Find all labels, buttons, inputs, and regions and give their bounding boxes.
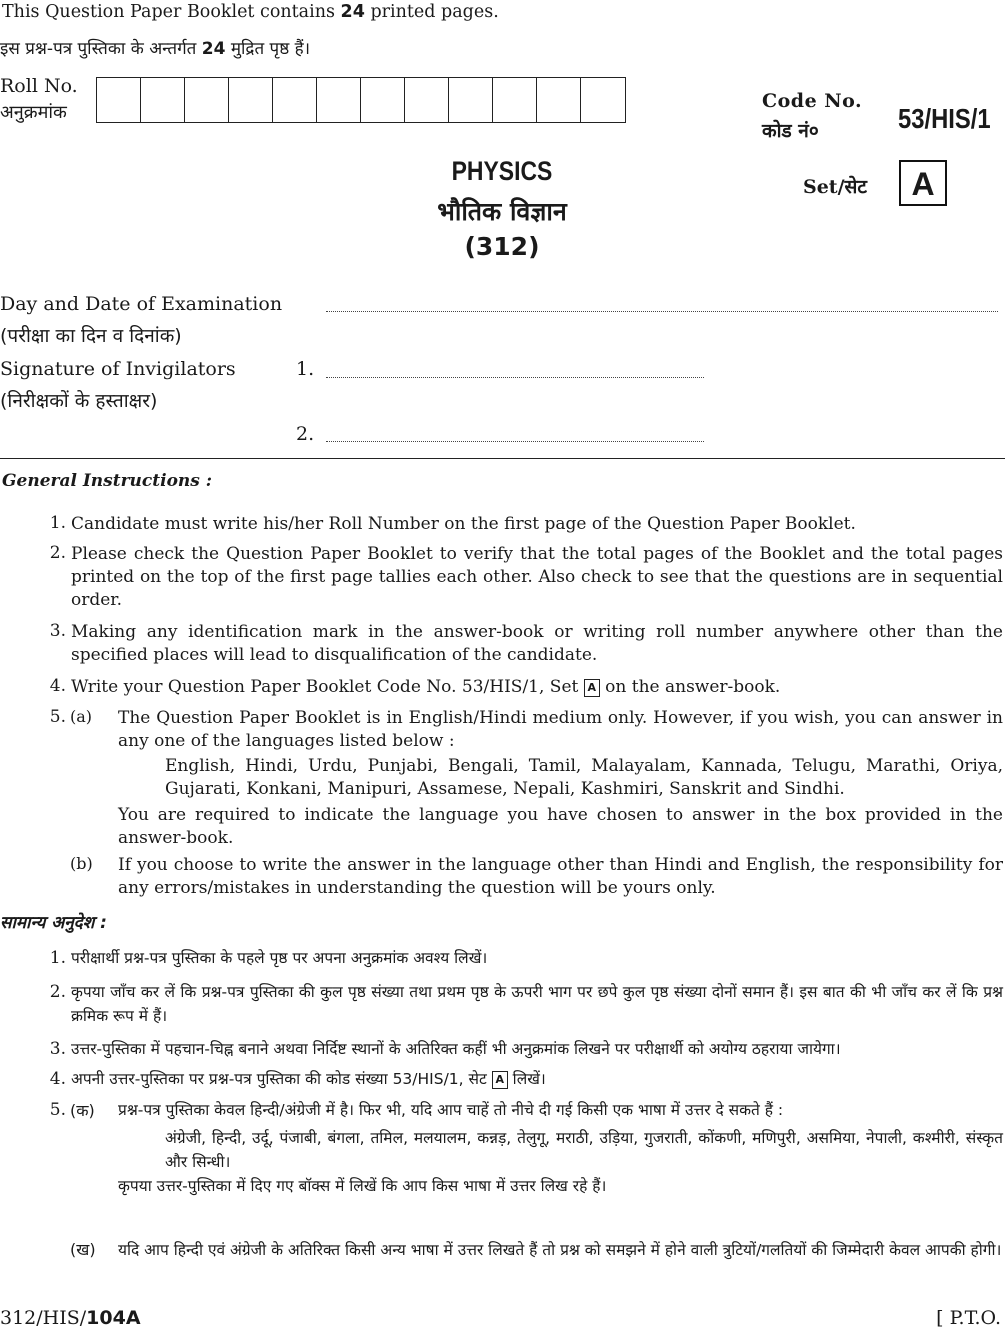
exam-date-field[interactable]	[326, 311, 998, 312]
instruction-text-end: on the answer-book.	[599, 677, 781, 697]
instruction-number: 3.	[49, 1039, 66, 1059]
page-count-number: 24	[340, 2, 365, 22]
roll-number-cell[interactable]	[317, 78, 361, 122]
code-label-english: Code No.	[762, 90, 863, 112]
sub-text-ka2: कृपया उत्तर-पुस्तिका में दिए गए बॉक्स में लिखें कि आप किस भाषा में उत्तर लिख रहे हैं।	[118, 1177, 607, 1195]
instruction-number: 1.	[49, 513, 66, 533]
roll-number-cell[interactable]	[185, 78, 229, 122]
set-box: A	[899, 160, 947, 206]
instruction-number: 4.	[49, 1069, 66, 1089]
invigilator-label-hindi: (निरीक्षकों के हस्ताक्षर)	[0, 390, 158, 412]
roll-number-boxes[interactable]	[96, 77, 626, 123]
instruction-text	[71, 1068, 1003, 1091]
roll-label-english: Roll No.	[0, 75, 78, 97]
sub-text-a: The Question Paper Booklet is in English/Hindi medium only. However, if you wish, you can answer in any one of the languages listed below :	[118, 708, 1003, 751]
instruction-text-end: लिखें।	[507, 1070, 546, 1088]
sub-label-ka: (क)	[70, 1101, 95, 1120]
footer-code-bold: 104A	[86, 1307, 141, 1329]
sub-label-b: (b)	[70, 854, 93, 873]
page-count-text-end: printed pages.	[364, 2, 499, 22]
sub-text-a2: You are required to indicate the language you have chosen to answer in the box provided in the answer-book.	[118, 805, 1003, 848]
invigilator-2-number: 2.	[296, 423, 315, 445]
page-count-hindi	[0, 36, 310, 59]
invigilator-2-field[interactable]	[326, 441, 704, 442]
page-count-english	[2, 2, 499, 22]
subject-code: (312)	[464, 232, 540, 261]
roll-number-cell[interactable]	[141, 78, 185, 122]
subject-english: PHYSICS	[451, 156, 553, 186]
instruction-text: Candidate must write his/her Roll Number on the first page of the Question Paper Booklet.	[71, 514, 856, 534]
language-list-hindi: अंग्रेजी, हिन्दी, उर्दू, पंजाबी, बंगला, तमिल, मलयालम, कन्नड़, तेलुगू, मराठी, उड़िया, गुजराती, कोंकणी, मणिपुरी, असमिया, नेपाली, कश्मीरी, संस्कृत और सिन्धी।	[165, 1129, 1003, 1171]
page-count-hindi-text: इस प्रश्न-पत्र पुस्तिका के अन्तर्गत	[0, 39, 202, 59]
sub-label-a: (a)	[70, 707, 93, 726]
instruction-number: 5.	[49, 707, 66, 727]
roll-number-cell[interactable]	[97, 78, 141, 122]
page-count-text: This Question Paper Booklet contains	[2, 2, 341, 22]
sub-text-ka: प्रश्न-पत्र पुस्तिका केवल हिन्दी/अंग्रेजी में है। फिर भी, यदि आप चाहें तो नीचे दी गई किसी एक भाषा में उत्तर दे सकते हैं :	[118, 1101, 784, 1119]
general-instructions-title: General Instructions :	[2, 471, 213, 491]
roll-number-cell[interactable]	[405, 78, 449, 122]
roll-number-cell[interactable]	[537, 78, 581, 122]
roll-number-cell[interactable]	[273, 78, 317, 122]
instruction-text: उत्तर-पुस्तिका में पहचान-चिह्न बनाने अथवा निर्दिष्ट स्थानों के अतिरिक्त कहीं भी अनुक्रमांक लिखने पर परीक्षार्थी को अयोग्य ठहराया जायेगा।	[71, 1040, 841, 1058]
invigilator-1-field[interactable]	[326, 377, 704, 378]
instruction-number: 2.	[49, 543, 66, 563]
subject-hindi: भौतिक विज्ञान	[437, 197, 567, 226]
header-divider	[0, 458, 1005, 459]
instruction-text: Please check the Question Paper Booklet to verify that the total pages of the Booklet and the total pages printed on the top of the first page tallies each other. Also check to see that the questions are in sequential order.	[71, 544, 1003, 610]
instruction-number: 5.	[49, 1100, 66, 1120]
sub-text-b: If you choose to write the answer in the language other than Hindi and English, the responsibility for any errors/mistakes in understanding the question will be yours only.	[118, 855, 1003, 898]
instruction-text: Making any identification mark in the answer-book or writing roll number anywhere other than the specified places will lead to disqualification of the candidate.	[71, 622, 1003, 665]
set-mini-box: A	[492, 1071, 508, 1089]
page-count-hindi-end: मुद्रित पृष्ठ हैं।	[225, 39, 311, 59]
instruction-text: परीक्षार्थी प्रश्न-पत्र पुस्तिका के पहले पृष्ठ पर अपना अनुक्रमांक अवश्य लिखें।	[71, 949, 488, 967]
instruction-number: 2.	[49, 982, 66, 1002]
footer-code	[0, 1307, 141, 1329]
invigilator-label-english: Signature of Invigilators	[0, 358, 236, 380]
instruction-text-start: Write your Question Paper Booklet Code No. 53/HIS/1, Set	[71, 677, 584, 697]
invigilator-1-number: 1.	[296, 358, 315, 380]
footer-code-prefix: 312/HIS/	[0, 1307, 87, 1329]
exam-date-label-english: Day and Date of Examination	[0, 293, 283, 315]
page-count-hindi-number: 24	[201, 39, 226, 59]
sub-text-kha: यदि आप हिन्दी एवं अंग्रेजी के अतिरिक्त किसी अन्य भाषा में उत्तर लिखते हैं तो प्रश्न को समझने में होने वाली त्रुटियों/गलतियों की जिम्मेदारी केवल आपकी होगी।	[118, 1241, 1002, 1259]
set-label: Set/सेट	[803, 176, 867, 198]
code-value: 53/HIS/1	[898, 103, 991, 134]
roll-number-cell[interactable]	[581, 78, 625, 122]
sub-label-kha: (ख)	[70, 1240, 96, 1259]
instruction-number: 1.	[49, 948, 66, 968]
code-label-hindi: कोड नं०	[762, 120, 819, 142]
set-mini-box: A	[584, 679, 600, 697]
hindi-instructions-title: सामान्य अनुदेश :	[0, 913, 107, 933]
instruction-text: कृपया जाँच कर लें कि प्रश्न-पत्र पुस्तिका की कुल पृष्ठ संख्या तथा प्रथम पृष्ठ के ऊपरी भाग पर छपे कुल पृष्ठ संख्या दोनों समान हैं। इस बात की भी जाँच कर लें कि प्रश्न क्रमिक रूप में हैं।	[71, 983, 1003, 1025]
exam-date-label-hindi: (परीक्षा का दिन व दिनांक)	[0, 325, 182, 347]
pto-label: [ P.T.O.	[936, 1307, 1001, 1329]
instruction-number: 3.	[49, 621, 66, 641]
roll-number-cell[interactable]	[229, 78, 273, 122]
instruction-number: 4.	[49, 676, 66, 696]
roll-number-cell[interactable]	[361, 78, 405, 122]
instruction-text	[71, 676, 1003, 699]
roll-number-cell[interactable]	[493, 78, 537, 122]
roll-label-hindi: अनुक्रमांक	[0, 102, 67, 123]
instruction-text-start: अपनी उत्तर-पुस्तिका पर प्रश्न-पत्र पुस्तिका की कोड संख्या 53/HIS/1, सेट	[71, 1070, 492, 1088]
roll-number-cell[interactable]	[449, 78, 493, 122]
language-list: English, Hindi, Urdu, Punjabi, Bengali, Tamil, Malayalam, Kannada, Telugu, Marathi, Oriya, Gujarati, Konkani, Manipuri, Assamese, Nepali, Kashmiri, Sanskrit and Sindhi.	[165, 756, 1003, 799]
